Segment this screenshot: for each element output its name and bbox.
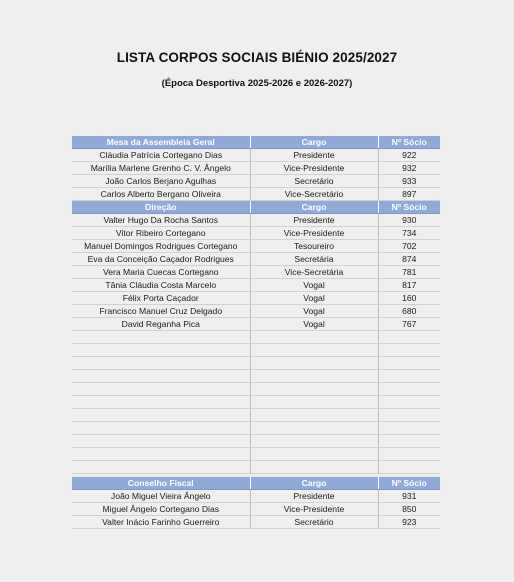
member-socio: 931 — [378, 490, 440, 503]
empty-row — [72, 448, 440, 461]
member-name: Vera Maria Cuecas Cortegano — [72, 266, 250, 279]
member-cargo: Vice-Secretária — [250, 266, 378, 279]
member-name: João Carlos Berjano Agulhas — [72, 175, 250, 188]
conselho-header-row — [72, 477, 440, 490]
member-name: Tânia Cláudia Costa Marcelo — [72, 279, 250, 292]
direcao-header-cargo: Cargo — [250, 201, 378, 214]
member-cargo: Vogal — [250, 292, 378, 305]
empty-row — [72, 409, 440, 422]
empty-row — [72, 383, 440, 396]
member-cargo: Secretário — [250, 516, 378, 529]
member-name: Manuel Domingos Rodrigues Cortegano — [72, 240, 250, 253]
member-name: Valter Inácio Farinho Guerreiro — [72, 516, 250, 529]
assembleia-header-name: Mesa da Assembleia Geral — [72, 136, 250, 149]
assembleia-row — [72, 149, 440, 162]
member-socio: 923 — [378, 516, 440, 529]
member-cargo: Secretária — [250, 253, 378, 266]
conselho-header-name: Conselho Fiscal — [72, 477, 250, 490]
direcao-row — [72, 253, 440, 266]
direcao-row — [72, 227, 440, 240]
conselho-header-socio: Nº Sócio — [378, 477, 440, 490]
member-cargo: Presidente — [250, 490, 378, 503]
member-socio: 922 — [378, 149, 440, 162]
member-socio: 933 — [378, 175, 440, 188]
member-cargo: Secretário — [250, 175, 378, 188]
empty-row — [72, 370, 440, 383]
assembleia-header-cargo: Cargo — [250, 136, 378, 149]
member-socio: 817 — [378, 279, 440, 292]
assembleia-header-socio: Nº Sócio — [378, 136, 440, 149]
page-subtitle: (Época Desportiva 2025-2026 e 2026-2027) — [161, 78, 353, 89]
member-socio: 734 — [378, 227, 440, 240]
member-socio: 897 — [378, 188, 440, 201]
member-name: Vitor Ribeiro Cortegano — [72, 227, 250, 240]
member-cargo: Presidente — [250, 214, 378, 227]
direcao-row — [72, 240, 440, 253]
member-socio: 781 — [378, 266, 440, 279]
member-cargo: Vogal — [250, 279, 378, 292]
empty-row — [72, 344, 440, 357]
empty-row — [72, 422, 440, 435]
assembleia-row — [72, 188, 440, 201]
page-title: LISTA CORPOS SOCIAIS BIÉNIO 2025/2027 — [116, 50, 398, 65]
conselho-row — [72, 503, 440, 516]
member-cargo: Vice-Presidente — [250, 162, 378, 175]
member-name: Eva da Conceição Caçador Rodrigues — [72, 253, 250, 266]
conselho-fiscal-table — [72, 477, 440, 529]
direcao-header-socio: Nº Sócio — [378, 201, 440, 214]
member-name: Carlos Alberto Bergano Oliveira — [72, 188, 250, 201]
member-socio: 767 — [378, 318, 440, 331]
member-socio: 874 — [378, 253, 440, 266]
direcao-row — [72, 318, 440, 331]
member-cargo: Vogal — [250, 318, 378, 331]
member-socio: 930 — [378, 214, 440, 227]
member-cargo: Vice-Presidente — [250, 503, 378, 516]
member-cargo: Vice-Presidente — [250, 227, 378, 240]
corpos-sociais-table — [72, 136, 440, 474]
member-name: Miguel Ângelo Cortegano Dias — [72, 503, 250, 516]
empty-row — [72, 435, 440, 448]
member-socio: 680 — [378, 305, 440, 318]
conselho-row — [72, 490, 440, 503]
member-name: Valter Hugo Da Rocha Santos — [72, 214, 250, 227]
assembleia-row — [72, 162, 440, 175]
member-socio: 850 — [378, 503, 440, 516]
member-name: David Reganha Pica — [72, 318, 250, 331]
direcao-row — [72, 214, 440, 227]
direcao-header-name: Direção — [72, 201, 250, 214]
member-name: Marília Marlene Grenho C. V. Ângelo — [72, 162, 250, 175]
member-socio: 932 — [378, 162, 440, 175]
direcao-row — [72, 266, 440, 279]
empty-row — [72, 357, 440, 370]
direcao-row — [72, 305, 440, 318]
member-socio: 160 — [378, 292, 440, 305]
assembleia-row — [72, 175, 440, 188]
assembleia-header-row — [72, 136, 440, 149]
member-cargo: Tesoureiro — [250, 240, 378, 253]
conselho-row — [72, 516, 440, 529]
member-name: Cláudia Patrícia Cortegano Dias — [72, 149, 250, 162]
member-name: João Miguel Vieira Ângelo — [72, 490, 250, 503]
direcao-header-row — [72, 201, 440, 214]
empty-row — [72, 396, 440, 409]
conselho-header-cargo: Cargo — [250, 477, 378, 490]
empty-row — [72, 331, 440, 344]
member-name: Francisco Manuel Cruz Delgado — [72, 305, 250, 318]
empty-row — [72, 461, 440, 474]
member-cargo: Vogal — [250, 305, 378, 318]
member-cargo: Vice-Secretário — [250, 188, 378, 201]
member-cargo: Presidente — [250, 149, 378, 162]
member-socio: 702 — [378, 240, 440, 253]
direcao-row — [72, 279, 440, 292]
member-name: Félix Porta Caçador — [72, 292, 250, 305]
direcao-row — [72, 292, 440, 305]
